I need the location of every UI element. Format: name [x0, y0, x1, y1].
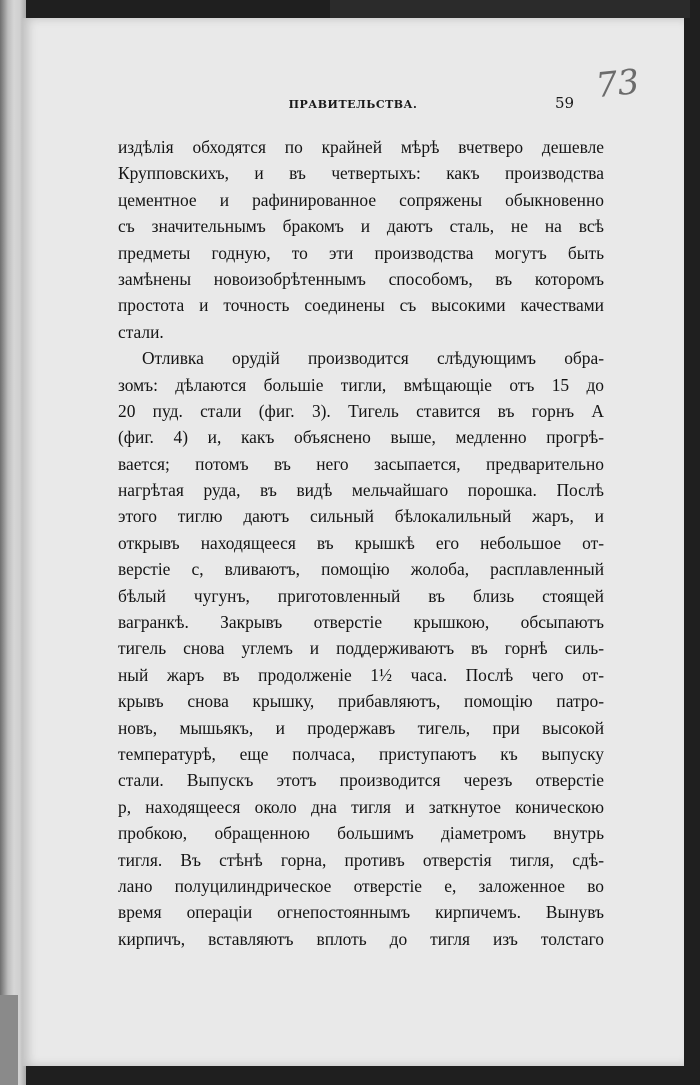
text-line: стали.: [118, 321, 164, 342]
running-head: ПРАВИТЕЛЬСТВА.: [288, 98, 418, 111]
text-line: p, находящееся около дна тигля и заткнутое коническою: [118, 796, 604, 817]
page-number: 59: [555, 94, 575, 112]
text-line: Отливка орудій производится слѣдующимъ обра-: [142, 348, 604, 369]
text-line: температурѣ, еще полчаса, приступаютъ къ выпуску: [118, 743, 604, 764]
text-line: нагрѣтая руда, въ видѣ мельчайшаго порошка. Послѣ: [118, 480, 604, 501]
text-line: ный жаръ въ продолженіе 1½ часа. Послѣ чего от-: [118, 664, 604, 685]
text-line: этого тиглю даютъ сильный бѣлокалильный жаръ, и: [118, 506, 604, 527]
text-line: бѣлый чугунъ, приготовленный въ близь стоящей: [118, 585, 604, 606]
text-line: лано полуцилиндрическое отверстіе e, заложенное во: [118, 875, 604, 896]
body-text: [118, 134, 604, 952]
text-line: новъ, мышьякъ, и продержавъ тигель, при высокой: [118, 717, 604, 738]
page: [22, 18, 684, 1066]
text-line: зомъ: дѣлаются большіе тигли, вмѣщающіе отъ 15 до: [118, 374, 604, 395]
text-line: стали. Выпускъ этотъ производится черезъ отверстіе: [118, 770, 604, 791]
spine-bottom-strip: [0, 995, 18, 1085]
scan-dark-edge: [330, 0, 690, 18]
text-line: Крупповскихъ, и въ четвертыхъ: какъ производства: [118, 163, 604, 184]
text-line: замѣнены новоизобрѣтеннымъ способомъ, въ которомъ: [118, 268, 604, 289]
text-line: тигель снова углемъ и поддерживаютъ въ горнѣ силь-: [118, 638, 604, 659]
text-line: съ значительнымъ бракомъ и даютъ сталь, не на всѣ: [118, 216, 604, 237]
handwritten-folio-number: 73: [594, 61, 642, 107]
text-line: (фиг. 4) и, какъ объяснено выше, медленно прогрѣ-: [118, 427, 604, 448]
page-header: [22, 80, 684, 110]
text-line: предметы годную, то эти производства могутъ быть: [118, 242, 604, 263]
text-line: открывъ находящееся въ крышкѣ его небольшое от-: [118, 532, 604, 553]
text-line: вагранкѣ. Закрывъ отверстіе крышкою, обсыпаютъ: [118, 612, 604, 633]
text-line: издѣлія обходятся по крайней мѣрѣ вчетверо дешевле: [118, 137, 604, 157]
text-line: кирпичъ, вставляютъ вплоть до тигля изъ толстаго: [118, 928, 604, 949]
text-line: 20 пуд. стали (фиг. 3). Тигель ставится въ горнъ А: [118, 400, 604, 421]
text-line: пробкою, обращенною большимъ діаметромъ внутрь: [118, 823, 604, 844]
text-line: цементное и рафинированное сопряжены обыкновенно: [118, 189, 604, 210]
text-line: крывъ снова крышку, прибавляютъ, помощію патро-: [118, 691, 604, 712]
text-line: тигля. Въ стѣнѣ горна, противъ отверстія тигля, сдѣ-: [118, 849, 604, 870]
text-line: верстіе с, вливаютъ, помощію жолоба, расплавленный: [118, 559, 604, 580]
text-line: вается; потомъ въ него засыпается, предварительно: [118, 453, 604, 474]
text-line: время операціи огнепостояннымъ кирпичемъ. Вынувъ: [118, 902, 604, 923]
text-line: простота и точность соединены съ высокими качествами: [118, 295, 604, 316]
